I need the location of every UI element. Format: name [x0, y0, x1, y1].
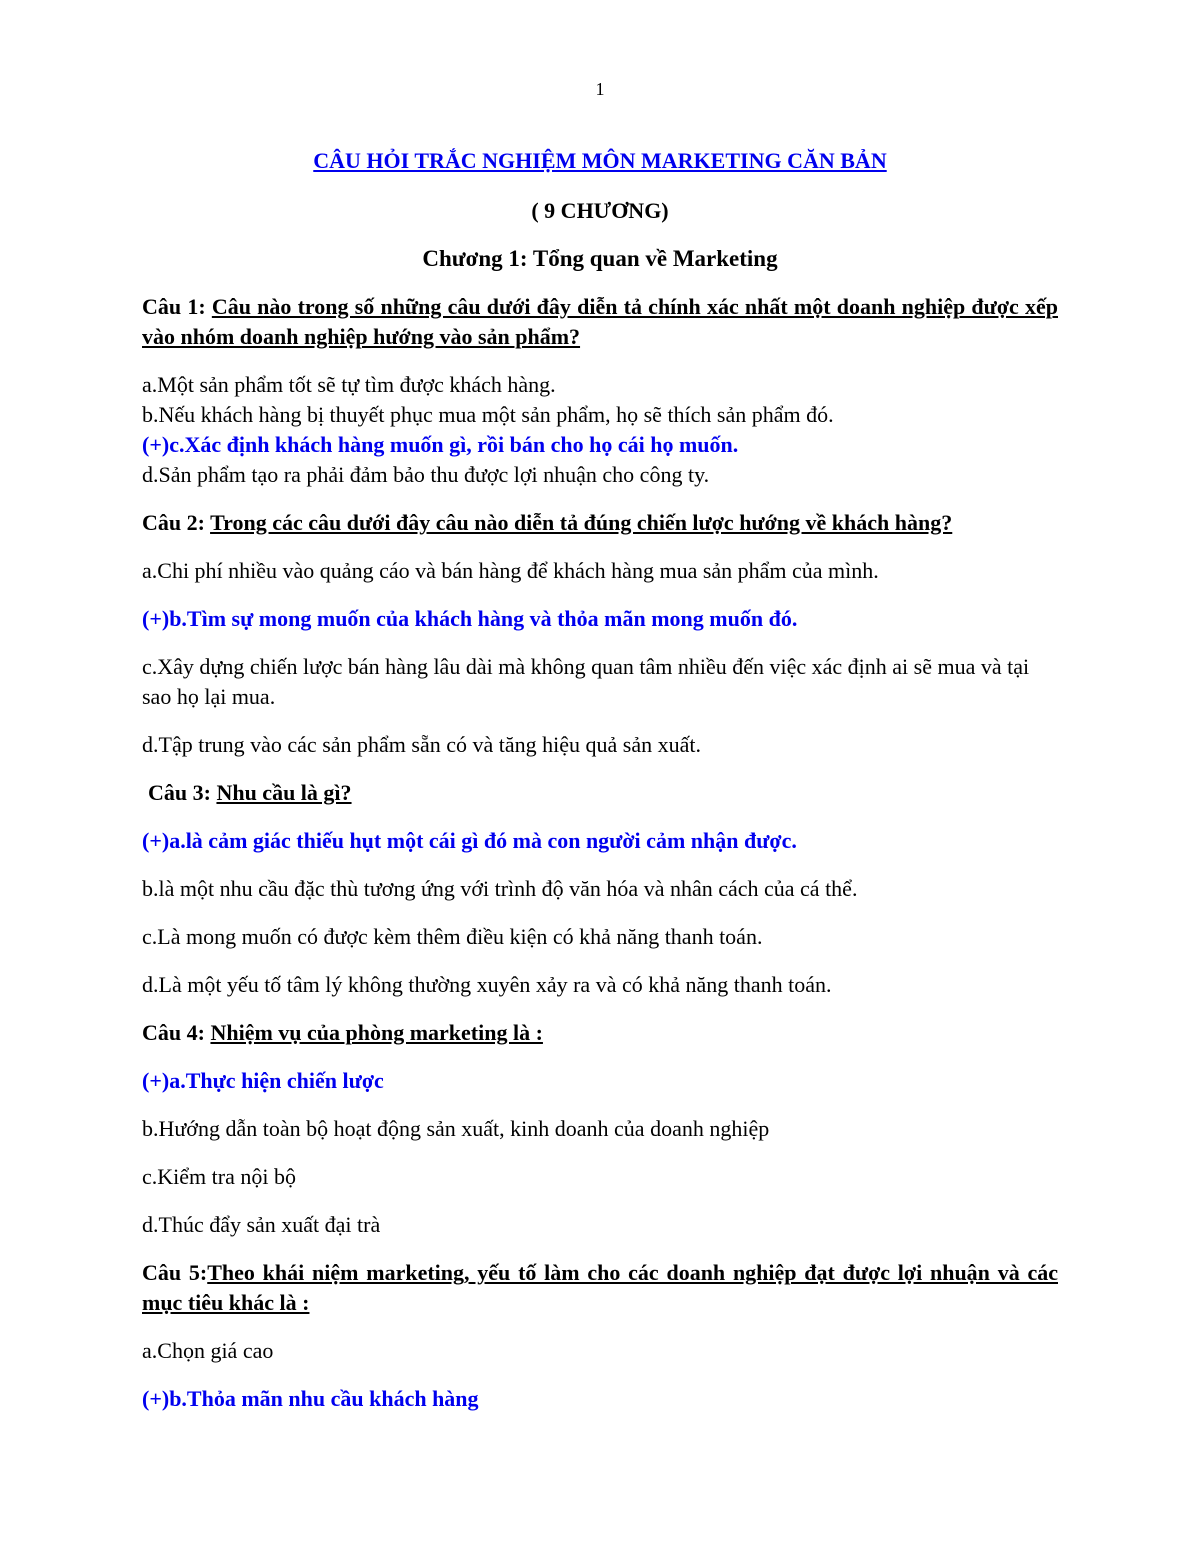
- option-b: b.Nếu khách hàng bị thuyết phục mua một sản phẩm, họ sẽ thích sản phẩm đó.: [142, 402, 834, 427]
- option-a: a.Chọn giá cao: [142, 1338, 274, 1363]
- options-question-1: [142, 370, 1058, 490]
- question-1: [142, 292, 1058, 352]
- question-text: Trong các câu dưới đây câu nào diễn tả đúng chiến lược hướng về khách hàng?: [210, 510, 953, 535]
- option-d: d.Tập trung vào các sản phẩm sẵn có và tăng hiệu quả sản xuất.: [142, 732, 701, 757]
- question-label: Câu 5:: [142, 1260, 208, 1285]
- question-label: Câu 3:: [148, 780, 217, 805]
- chapter-heading: Chương 1: Tổng quan về Marketing: [422, 246, 778, 271]
- option-b: b.Hướng dẫn toàn bộ hoạt động sản xuất, kinh doanh của doanh nghiệp: [142, 1116, 770, 1141]
- option-d: d.Là một yếu tố tâm lý không thường xuyên xảy ra và có khả năng thanh toán.: [142, 972, 832, 997]
- option-a: a.Chi phí nhiều vào quảng cáo và bán hàng để khách hàng mua sản phẩm của mình.: [142, 558, 879, 583]
- question-2: [142, 508, 1058, 538]
- question-text: Nhu cầu là gì?: [216, 780, 352, 805]
- option-c: c.Là mong muốn có được kèm thêm điều kiện có khả năng thanh toán.: [142, 924, 763, 949]
- option-b-correct: (+)b.Tìm sự mong muốn của khách hàng và thỏa mãn mong muốn đó.: [142, 606, 798, 631]
- option-a: a.Một sản phẩm tốt sẽ tự tìm được khách hàng.: [142, 372, 556, 397]
- document-body: [142, 146, 1058, 1432]
- question-text: Theo khái niệm marketing, yếu tố làm cho các doanh nghiệp đạt được lợi nhuận và các mục tiêu khác là :: [142, 1260, 1058, 1315]
- document-title: CÂU HỎI TRẮC NGHIỆM MÔN MARKETING CĂN BẢN: [313, 148, 887, 173]
- question-text: Câu nào trong số những câu dưới đây diễn tả chính xác nhất một doanh nghiệp được xếp vào nhóm doanh nghiệp hướng vào sản phẩm?: [142, 294, 1058, 349]
- option-b: b.là một nhu cầu đặc thù tương ứng với trình độ văn hóa và nhân cách của cá thể.: [142, 876, 858, 901]
- question-label: Câu 1:: [142, 294, 212, 319]
- option-a-correct: (+)a.Thực hiện chiến lược: [142, 1068, 384, 1093]
- option-c: c.Kiểm tra nội bộ: [142, 1164, 296, 1189]
- question-3: [142, 778, 1058, 808]
- option-c-correct: (+)c.Xác định khách hàng muốn gì, rồi bán cho họ cái họ muốn.: [142, 432, 739, 457]
- option-d: d.Sản phẩm tạo ra phải đảm bảo thu được lợi nhuận cho công ty.: [142, 462, 710, 487]
- document-subtitle: ( 9 CHƯƠNG): [531, 198, 669, 223]
- option-a-correct: (+)a.là cảm giác thiếu hụt một cái gì đó mà con người cảm nhận được.: [142, 828, 797, 853]
- option-d: d.Thúc đẩy sản xuất đại trà: [142, 1212, 381, 1237]
- question-4: [142, 1018, 1058, 1048]
- question-label: Câu 4:: [142, 1020, 211, 1045]
- question-text: Nhiệm vụ của phòng marketing là :: [210, 1020, 543, 1045]
- question-5: [142, 1258, 1058, 1318]
- option-b-correct: (+)b.Thỏa mãn nhu cầu khách hàng: [142, 1386, 479, 1411]
- page-number: 1: [595, 79, 605, 99]
- question-label: Câu 2:: [142, 510, 211, 535]
- option-c: c.Xây dựng chiến lược bán hàng lâu dài mà không quan tâm nhiều đến việc xác định ai sẽ mua và tại sao họ lại mua.: [142, 654, 1030, 709]
